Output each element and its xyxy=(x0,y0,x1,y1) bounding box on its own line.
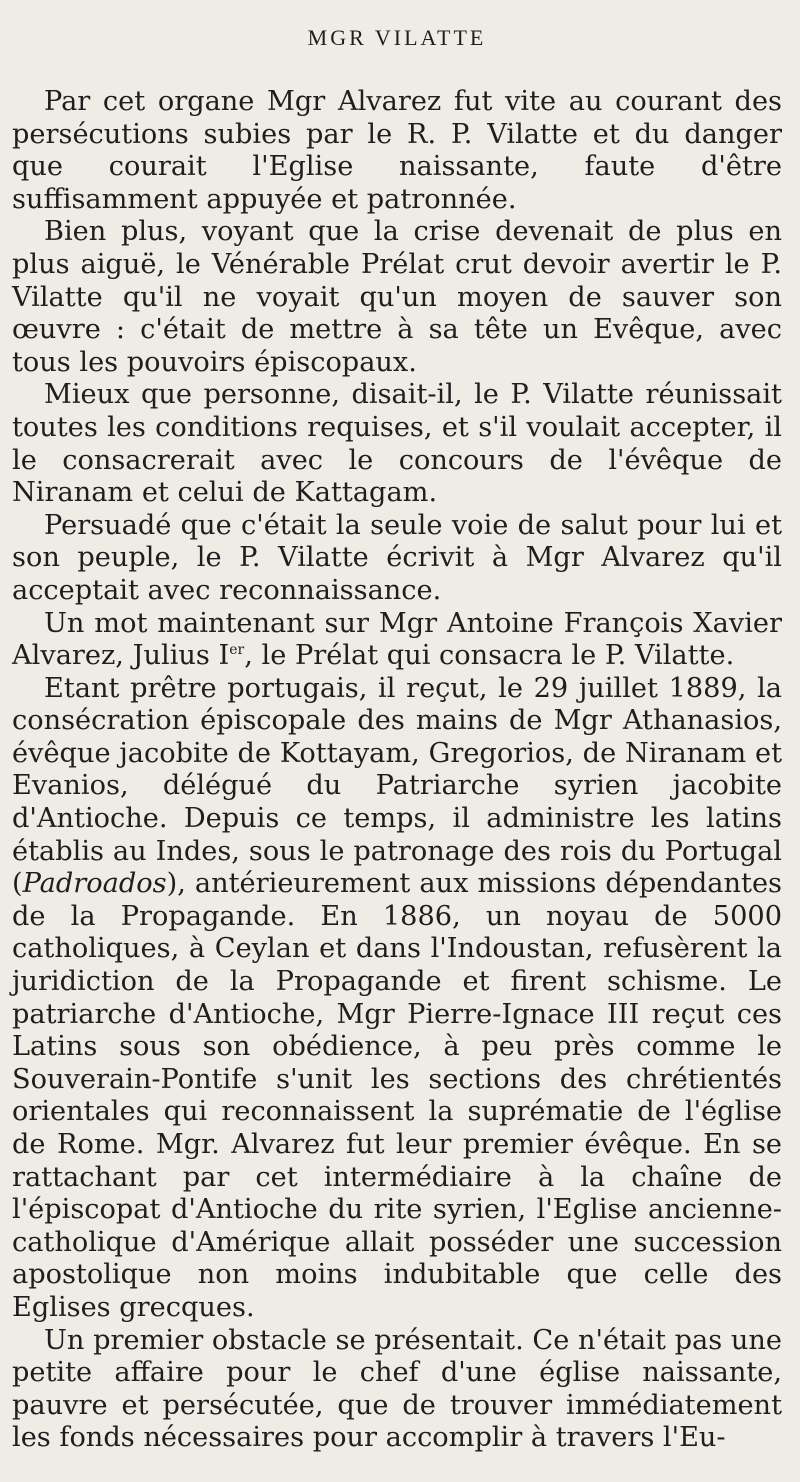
running-head: MGR VILATTE xyxy=(307,25,487,50)
body-text xyxy=(12,86,782,1455)
ordinal-superscript: er xyxy=(229,642,245,659)
paragraph-2: Bien plus, voyant que la crise devenait de plus en plus aiguë, le Vénérable Prélat crut devoir avertir le P. Vilatte qu'il ne voyait qu'un moyen de sauver son œuvre : c'était de mettre à sa tête un Evêque, avec tous les pouvoirs épiscopaux. xyxy=(12,216,782,378)
paragraph-1: Par cet organe Mgr Alvarez fut vite au courant des persécutions subies par le R. P. Vilatte et du danger que courait l'Eglise naissante, faute d'être suffisamment appuyée et patronnée. xyxy=(12,86,782,215)
paragraph-6-text-b: ), antérieurement aux missions dépendantes de la Propagande. En 1886, un noyau de 5000 catholiques, à Ceylan et dans l'Indoustan, refusèrent la juridiction de la Propagande et firent schisme. Le patriarche d'Antioche, Mgr Pierre-Ignace III reçut ces Latins sous son obédience, à peu près comme le Souverain-Pontife s'unit les sections des chrétientés orientales qui reconnaissent la suprématie de l'église de Rome. Mgr. Alvarez fut leur premier évêque. En se rattachant par cet intermédiaire à la chaîne de l'épiscopat d'Antioche du rite syrien, l'Eglise ancienne-catholique d'Amérique allait posséder une succession apostolique non moins indubitable que celle des Eglises grecques. xyxy=(12,868,782,1323)
paragraph-3: Mieux que personne, disait-il, le P. Vilatte réunissait toutes les conditions requises, et s'il voulait accepter, il le consacrerait avec le concours de l'évêque de Niranam et celui de Kattagam. xyxy=(12,379,782,509)
paragraph-4: Persuadé que c'était la seule voie de salut pour lui et son peuple, le P. Vilatte écrivit à Mgr Alvarez qu'il acceptait avec reconnaissance. xyxy=(12,509,782,606)
italic-term: Padroados xyxy=(22,868,167,900)
paragraph-5 xyxy=(12,608,782,673)
paragraph-7: Un premier obstacle se présentait. Ce n'était pas une petite affaire pour le chef d'une église naissante, pauvre et persécutée, que de trouver immédiatement les fonds nécessaires pour accomplir à travers l'Eu- xyxy=(12,1324,782,1454)
paragraph-5-text-a: Un mot maintenant sur Mgr Antoine François Xavier Alvarez, Julius I xyxy=(12,607,782,672)
paragraph-6 xyxy=(12,673,782,1325)
paragraph-5-text-b: , le Prélat qui consacra le P. Vilatte. xyxy=(244,640,735,672)
paragraph-6-text-a: Etant prêtre portugais, il reçut, le 29 juillet 1889, la consécration épiscopale des mains de Mgr Athanasios, évêque jacobite de Kottayam, Gregorios, de Niranam et Evanios, délégué du Patriarche syrien jacobite d'Antioche. Depuis ce temps, il administre les latins établis au Indes, sous le patronage des rois du Portugal ( xyxy=(12,672,782,900)
